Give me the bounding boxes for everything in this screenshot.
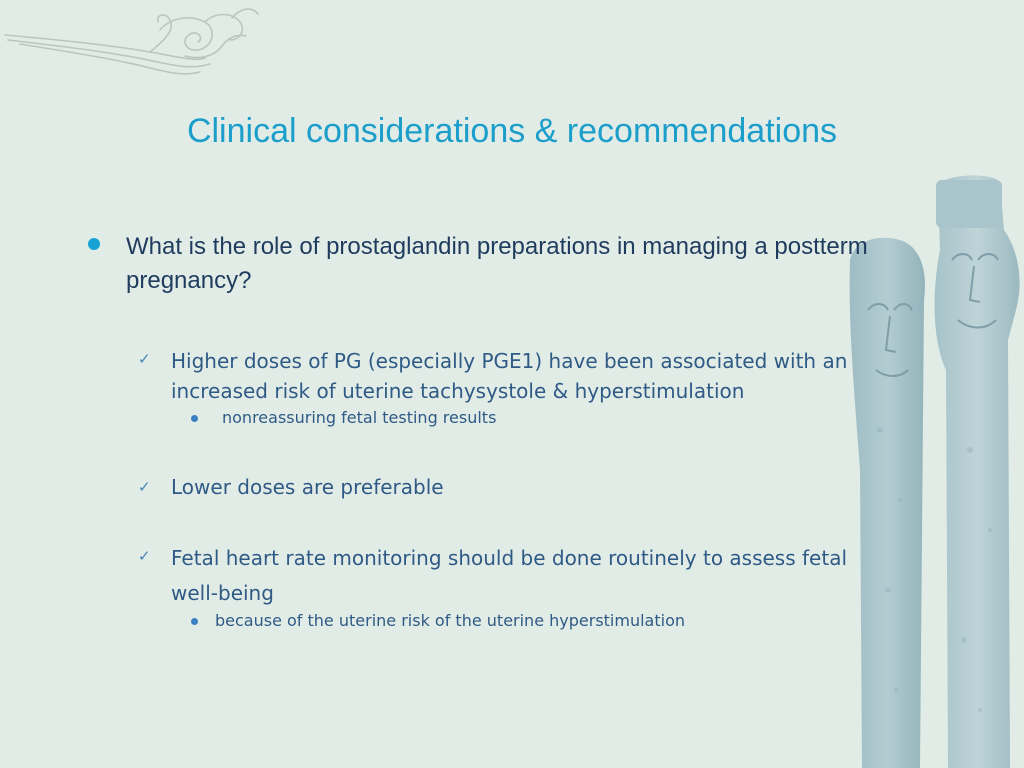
swirl-ornament-icon bbox=[0, 0, 270, 90]
question-text: What is the role of prostaglandin preparations in managing a postterm pregnancy? bbox=[126, 233, 868, 294]
small-dot-icon bbox=[191, 415, 198, 422]
point-text: Fetal heart rate monitoring should be done routinely to assess fetal well-being bbox=[171, 546, 848, 605]
checkmark-icon: ✓ bbox=[138, 547, 151, 565]
circle-bullet-icon bbox=[88, 238, 100, 250]
checkmark-icon: ✓ bbox=[138, 478, 151, 496]
subpoint-text: nonreassuring fetal testing results bbox=[222, 408, 497, 427]
subpoint-text: because of the uterine risk of the uterine hyperstimulation bbox=[215, 611, 685, 630]
checkmark-icon: ✓ bbox=[138, 350, 151, 368]
point-text: Higher doses of PG (especially PGE1) have been associated with an increased risk of uterine tachysystole & hyperstimulation bbox=[171, 349, 848, 403]
small-dot-icon bbox=[191, 618, 198, 625]
point-text: Lower doses are preferable bbox=[171, 475, 444, 499]
slide-title: Clinical considerations & recommendations bbox=[186, 112, 838, 150]
